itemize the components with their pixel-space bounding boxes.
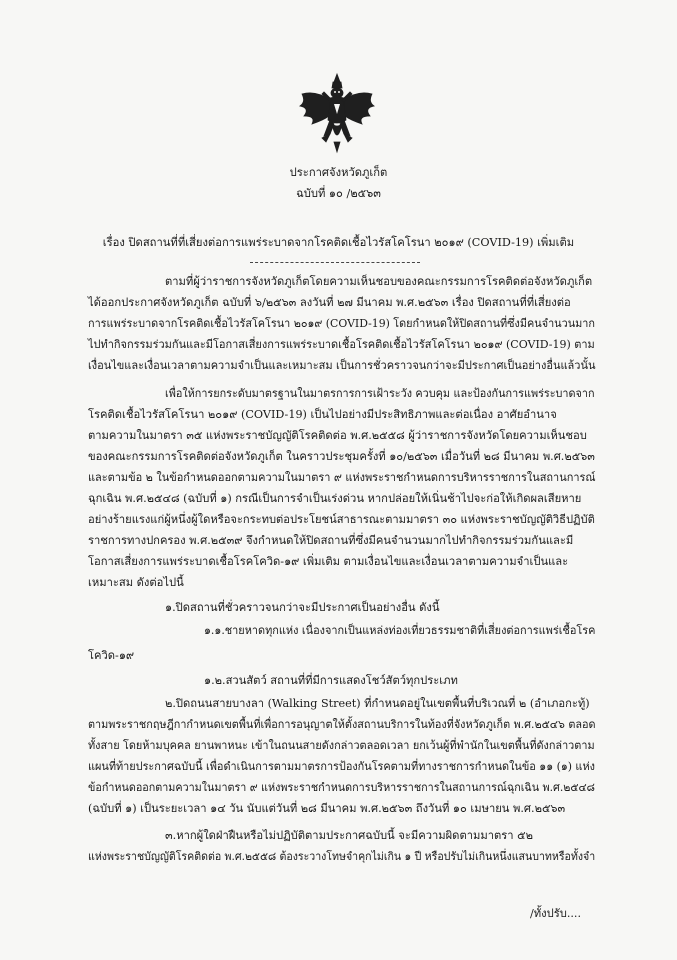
body-line: โควิด-๑๙ [88,649,135,662]
body-line: โรคติดเชื้อไวรัสโคโรนา ๒๐๑๙ (COVID-19) เป็นไปอย่างมีประสิทธิภาพและต่อเนื่อง อาศัยอำนาจ [88,408,557,421]
separator-line [250,262,420,263]
body-line: เงื่อนไขและเงื่อนเวลาตามความจำเป็นและเหมาะสม เป็นการชั่วคราวจนกว่าจะมีประกาศเป็นอย่างอื่นแล้วนั้น [88,359,596,372]
body-line: แผนที่ท้ายประกาศฉบับนี้ เพื่อดำเนินการตามมาตรการป้องกันโรคตามที่ทางราชการกำหนดในข้อ ๑๑ (๑) แห่ง [88,760,595,773]
list-item: ๑.๑.ชายหาดทุกแห่ง เนื่องจากเป็นแหล่งท่องเที่ยวธรรมชาติที่เสี่ยงต่อการแพร่เชื้อโรค [204,624,596,637]
body-line: การแพร่ระบาดจากโรคติดเชื้อไวรัสโคโรนา ๒๐๑๙ (COVID-19) โดยกำหนดให้ปิดสถานที่ซึ่งมีคนจำนวนมาก [88,317,595,330]
document-title: ประกาศจังหวัดภูเก็ต [289,165,388,179]
body-line: เพื่อให้การยกระดับมาตรฐานในมาตรการการเฝ้าระวัง ควบคุม และป้องกันการแพร่ระบาดจาก [165,387,595,400]
list-item: ๒.ปิดถนนสายบางลา (Walking Street) ที่กำหนดอยู่ในเขตพื้นที่บริเวณที่ ๒ (อำเภอกะทู้) [165,697,590,710]
body-line: ทั้งสาย โดยห้ามบุคคล ยานพาหนะ เข้าในถนนสายดังกล่าวตลอดเวลา ยกเว้นผู้ที่พำนักในเขตพื้นที่ดังกล่าวตาม [88,739,595,752]
body-line: ของคณะกรรมการโรคติดต่อจังหวัดภูเก็ต ในคราวประชุมครั้งที่ ๑๐/๒๕๖๓ เมื่อวันที่ ๒๘ มีนาคม พ.ศ.๒๕๖๓ [88,450,595,463]
body-line: ได้ออกประกาศจังหวัดภูเก็ต ฉบับที่ ๖/๒๕๖๓ ลงวันที่ ๒๗ มีนาคม พ.ศ.๒๕๖๓ เรื่อง ปิดสถานที่ที่เสี่ยงต่อ [88,296,571,309]
body-line: แห่งพระราชบัญญัติโรคติดต่อ พ.ศ.๒๕๕๘ ต้องระวางโทษจำคุกไม่เกิน ๑ ปี หรือปรับไม่เกินหนึ่งแสนบาทหรือทั้งจำ [88,850,596,863]
continuation-marker: /ทั้งปรับ.... [530,907,582,920]
body-line: ฉุกเฉิน พ.ศ.๒๕๔๘ (ฉบับที่ ๑) กรณีเป็นการจำเป็นเร่งด่วน หากปล่อยให้เนิ่นช้าไปจะก่อให้เกิดผลเสียหาย [88,492,582,505]
body-line: อย่างร้ายแรงแก่ผู้หนึ่งผู้ใดหรือจะกระทบต่อประโยชน์สาธารณะตามมาตรา ๓๐ แห่งพระราชบัญญัติวิธีปฏิบัติ [88,513,595,526]
body-line: ตามพระราชกฤษฎีกากำหนดเขตพื้นที่เพื่อการอนุญาตให้ตั้งสถานบริการในท้องที่จังหวัดภูเก็ต พ.ศ.๒๕๔๖ ตลอด [88,718,596,731]
body-line: เหมาะสม ดังต่อไปนี้ [88,576,184,589]
body-line: ไปทำกิจกรรมร่วมกันและมีโอกาสเสี่ยงการแพร่ระบาดเชื้อโรคติดเชื้อไวรัสโคโรนา ๒๐๑๙ (COVID-19) ตาม [88,338,595,351]
list-item: ๑.๒.สวนสัตว์ สถานที่ที่มีการแสดงโชว์สัตว์ทุกประเภท [204,674,458,687]
body-line: (ฉบับที่ ๑) เป็นระยะเวลา ๑๔ วัน นับแต่วันที่ ๒๘ มีนาคม พ.ศ.๒๕๖๓ ถึงวันที่ ๑๐ เมษายน พ.ศ.๒๕๖๓ [88,802,566,815]
list-item: ๑.ปิดสถานที่ชั่วคราวจนกว่าจะมีประกาศเป็นอย่างอื่น ดังนี้ [165,601,440,614]
body-line: และตามข้อ ๒ ในข้อกำหนดออกตามความในมาตรา ๙ แห่งพระราชกำหนดการบริหารราชการในสถานการณ์ [88,471,596,484]
body-line: โอกาสเสี่ยงการแพร่ระบาดเชื้อโรคโควิด-๑๙ เพิ่มเติม ตามเงื่อนไขและเงื่อนเวลาตามความจำเป็นและ [88,555,569,568]
document-number: ฉบับที่ ๑๐ /๒๕๖๓ [296,186,381,200]
document-subject: เรื่อง ปิดสถานที่ที่เสี่ยงต่อการแพร่ระบาดจากโรคติดเชื้อไวรัสโคโรนา ๒๐๑๙ (COVID-19) เพิ่มเติม [102,235,575,249]
list-item: ๓.หากผู้ใดฝ่าฝืนหรือไม่ปฏิบัติตามประกาศฉบับนี้ จะมีความผิดตามมาตรา ๕๒ [165,829,533,842]
body-line: ตามที่ผู้ว่าราชการจังหวัดภูเก็ตโดยความเห็นชอบของคณะกรรมการโรคติดต่อจังหวัดภูเก็ต [165,275,593,288]
body-line: ข้อกำหนดออกตามความในมาตรา ๙ แห่งพระราชกำหนดการบริหารราชการในสถานการณ์ฉุกเฉิน พ.ศ.๒๕๔๘ [88,781,595,794]
body-line: ตามความในมาตรา ๓๕ แห่งพระราชบัญญัติโรคติดต่อ พ.ศ.๒๕๕๘ ผู้ว่าราชการจังหวัดโดยความเห็นชอบ [88,429,587,442]
garuda-emblem-icon [296,72,378,154]
body-line: ราชการทางปกครอง พ.ศ.๒๕๓๙ จึงกำหนดให้ปิดสถานที่ซึ่งมีคนจำนวนมากไปทำกิจกรรมร่วมกันและมี [88,534,574,547]
